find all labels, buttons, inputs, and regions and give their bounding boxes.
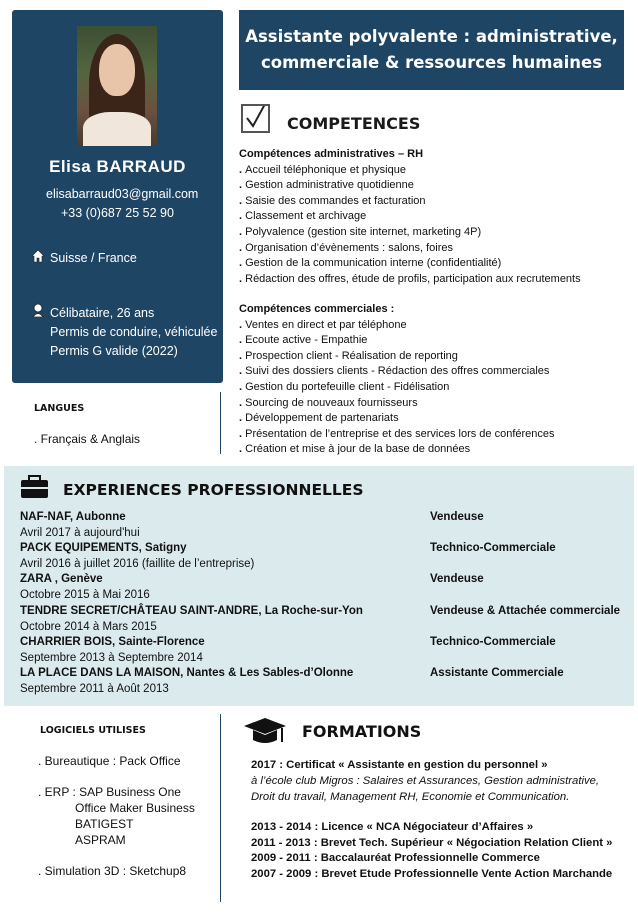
profile-license-g: Permis G valide (2022) xyxy=(50,344,178,358)
logiciels-title: LOGICIELS UTILISES xyxy=(40,725,146,736)
langues-value: . Français & Anglais xyxy=(34,432,141,446)
formations-title: FORMATIONS xyxy=(302,722,422,741)
exp-role: Vendeuse & Attachée commerciale xyxy=(430,605,621,617)
briefcase-icon xyxy=(20,475,49,499)
profile-status: Célibataire, 26 ans xyxy=(50,306,155,320)
exp-dates: Octobre 2015 à Mai 2016 xyxy=(20,589,150,601)
formation-certificat-desc: à l’école club Migros : Salaires et Assurances, Gestion administrative, xyxy=(251,775,600,787)
exp-role: Technico-Commerciale xyxy=(430,542,556,554)
admin-skills xyxy=(239,147,581,287)
formation-certificat-desc: Droit du travail, Management RH, Economie et Communication. xyxy=(251,791,570,803)
exp-company: CHARRIER BOIS, Sainte-Florence xyxy=(20,636,205,648)
exp-dates: Septembre 2013 à Septembre 2014 xyxy=(20,652,203,664)
formation-item: 2009 - 2011 : Baccalauréat Professionnelle Commerce xyxy=(251,852,540,864)
logiciel-erp-item: Office Maker Business xyxy=(75,801,195,815)
exp-dates: Avril 2016 à juillet 2016 (faillite de l’entreprise) xyxy=(20,558,255,570)
competences-title: COMPETENCES xyxy=(287,114,421,133)
list-item: . Création et mise à jour de la base de données xyxy=(239,442,555,458)
list-item: . Polyvalence (gestion site internet, marketing 4P) xyxy=(239,225,581,241)
exp-dates: Septembre 2011 à Août 2013 xyxy=(20,683,169,695)
list-item: . Ecoute active - Empathie xyxy=(239,333,555,349)
logiciel-erp-item: BATIGEST xyxy=(75,817,134,831)
divider xyxy=(220,714,221,902)
logiciel-erp: . ERP : SAP Business One xyxy=(38,785,181,799)
logiciel-erp-item: ASPRAM xyxy=(75,833,126,847)
list-item: . Accueil téléphonique et physique xyxy=(239,163,581,179)
exp-role: Vendeuse xyxy=(430,511,484,523)
formation-item: 2011 - 2013 : Brevet Tech. Supérieur « Négociation Relation Client » xyxy=(251,837,613,849)
job-title-line2: commerciale & ressources humaines xyxy=(260,53,603,72)
exp-role: Assistante Commerciale xyxy=(430,667,564,679)
list-item: . Rédaction des offres, étude de profils, participation aux recrutements xyxy=(239,272,581,288)
person-icon xyxy=(31,303,45,317)
list-item: . Gestion de la communication interne (confidentialité) xyxy=(239,256,581,272)
profile-name: Elisa BARRAUD xyxy=(49,157,186,176)
experiences-title: EXPERIENCES PROFESSIONNELLES xyxy=(63,481,364,499)
list-item: . Gestion administrative quotidienne xyxy=(239,178,581,194)
exp-company: NAF-NAF, Aubonne xyxy=(20,511,126,523)
langues-title: LANGUES xyxy=(34,403,85,414)
exp-company: TENDRE SECRET/CHÂTEAU SAINT-ANDRE, La Roche-sur-Yon xyxy=(20,605,363,617)
admin-skills-title: Compétences administratives – RH xyxy=(239,148,424,160)
exp-role: Vendeuse xyxy=(430,573,484,585)
logiciel-bureautique: . Bureautique : Pack Office xyxy=(38,754,181,768)
profile-location: Suisse / France xyxy=(50,251,137,265)
list-item: . Prospection client - Réalisation de reporting xyxy=(239,349,555,365)
list-item: . Organisation d’évènements : salons, foires xyxy=(239,241,581,257)
profile-photo xyxy=(77,26,157,146)
list-item: . Gestion du portefeuille client - Fidélisation xyxy=(239,380,555,396)
checkmark-icon xyxy=(241,104,270,133)
job-title-banner xyxy=(239,10,624,90)
logiciel-simulation: . Simulation 3D : Sketchup8 xyxy=(38,864,187,878)
exp-dates: Avril 2017 à aujourd'hui xyxy=(20,527,140,539)
exp-company: LA PLACE DANS LA MAISON, Nantes & Les Sables-d’Olonne xyxy=(20,667,354,679)
formation-item: 2013 - 2014 : Licence « NCA Négociateur d’Affaires » xyxy=(251,821,534,833)
list-item: . Ventes en direct et par téléphone xyxy=(239,318,555,334)
list-item: . Développement de partenariats xyxy=(239,411,555,427)
graduation-cap-icon xyxy=(242,716,288,748)
divider xyxy=(220,392,221,454)
exp-dates: Octobre 2014 à Mars 2015 xyxy=(20,621,157,633)
list-item: . Sourcing de nouveaux fournisseurs xyxy=(239,396,555,412)
job-title-line1: Assistante polyvalente : administrative, xyxy=(245,27,618,46)
formation-item: 2007 - 2009 : Brevet Etude Professionnelle Vente Action Marchande xyxy=(251,868,613,880)
commercial-skills xyxy=(239,302,555,458)
exp-company: PACK EQUIPEMENTS, Satigny xyxy=(20,542,187,554)
formation-certificat: 2017 : Certificat « Assistante en gestion du personnel » xyxy=(251,759,548,771)
list-item: . Classement et archivage xyxy=(239,209,581,225)
profile-email: elisabarraud03@gmail.com xyxy=(46,187,199,201)
profile-license: Permis de conduire, véhiculée xyxy=(50,325,218,339)
list-item: . Suivi des dossiers clients - Rédaction des offres commerciales xyxy=(239,364,555,380)
home-icon xyxy=(31,249,45,263)
exp-role: Technico-Commerciale xyxy=(430,636,556,648)
commercial-skills-title: Compétences commerciales : xyxy=(239,303,395,315)
exp-company: ZARA , Genève xyxy=(20,573,103,585)
list-item: . Présentation de l’entreprise et des services lors de conférences xyxy=(239,427,555,443)
profile-phone: +33 (0)687 25 52 90 xyxy=(61,206,174,220)
list-item: . Saisie des commandes et facturation xyxy=(239,194,581,210)
